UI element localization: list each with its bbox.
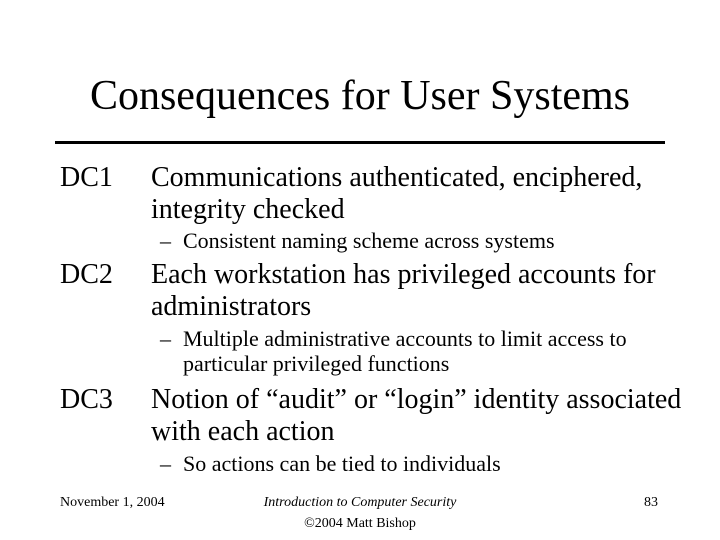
item-text-dc1: Communications authenticated, enciphered, integrity checked (151, 162, 643, 225)
subitem-text-dc2: Multiple administrative accounts to limit access to particular privileged functions (183, 326, 627, 376)
item-text-dc2: Each workstation has privileged accounts for administrators (151, 259, 656, 322)
slide-title: Consequences for User Systems (89, 73, 631, 119)
footer-date: November 1, 2004 (60, 495, 165, 510)
dash-bullet: – (160, 451, 171, 476)
subitem-text-dc3: So actions can be tied to individuals (183, 451, 501, 476)
footer-center (220, 492, 500, 534)
subitem-dc3 (160, 451, 673, 476)
item-text-dc3: Notion of “audit” or “login” identity associated with each action (151, 384, 682, 447)
subitem-dc1 (160, 228, 673, 253)
footer-course-title: Introduction to Computer Security (263, 495, 457, 510)
item-label-dc3: DC3 (60, 384, 113, 415)
subitem-text-dc1: Consistent naming scheme across systems (183, 228, 555, 253)
dash-bullet: – (160, 228, 171, 253)
dash-bullet: – (160, 326, 171, 351)
page-number: 83 (644, 495, 658, 510)
item-label-dc2: DC2 (60, 259, 113, 290)
subitem-dc2 (160, 326, 673, 376)
item-label-dc1: DC1 (60, 162, 113, 193)
title-divider (55, 141, 665, 144)
footer-copyright: ©2004 Matt Bishop (304, 516, 416, 531)
